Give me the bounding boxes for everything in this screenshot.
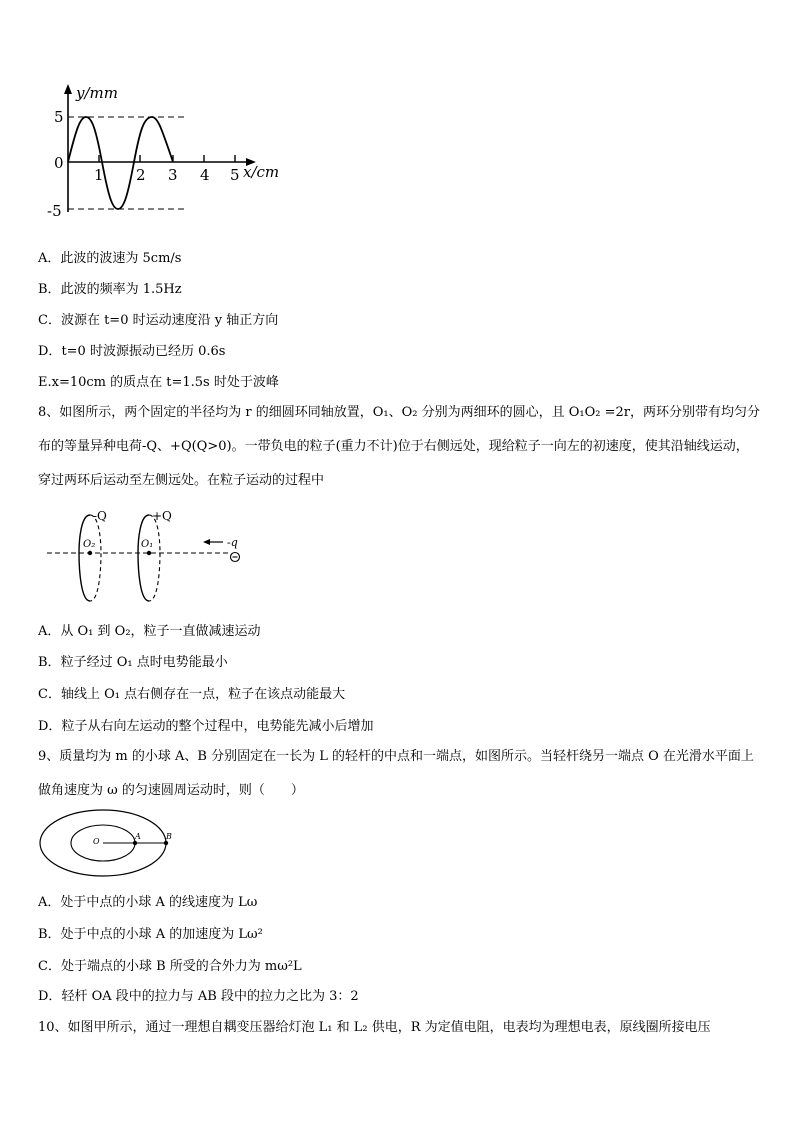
q9-option-b: B．处于中点的小球 A 的加速度为 Lω² xyxy=(38,927,263,942)
x-tick-4: 4 xyxy=(200,166,210,184)
ball-b xyxy=(164,841,168,845)
q9-option-d: D．轻杆 OA 段中的拉力与 AB 段中的拉力之比为 3：2 xyxy=(38,989,359,1004)
q8-option-b: B．粒子经过 O₁ 点时电势能最小 xyxy=(38,655,228,670)
right-ring-front xyxy=(138,515,149,601)
ball-b-label: B xyxy=(166,832,172,841)
left-ring-center-label: O₂ xyxy=(83,539,96,550)
q7-option-c: C．波源在 t=0 时运动速度沿 y 轴正方向 xyxy=(38,313,279,328)
right-ring-center-dot xyxy=(147,551,151,555)
particle-arrowhead xyxy=(203,539,210,545)
y-axis-arrow xyxy=(64,84,72,94)
left-ring-center-dot xyxy=(88,551,92,555)
q9-stem: 9、质量均为 m 的小球 A、B 分别固定在一长为 L 的轻杆的中点和一端点，如图所示。当轻杆绕另一端点 O 在光滑水平面上做角速度为 ω 的匀速圆周运动时，则（ ） xyxy=(38,749,754,798)
q8-rings-figure xyxy=(45,505,255,615)
y-tick-0: 0 xyxy=(54,154,64,172)
right-ring-center-label: O₁ xyxy=(141,539,154,550)
q8-option-c: C．轴线上 O₁ 点右侧存在一点，粒子在该点动能最大 xyxy=(38,687,346,702)
x-tick-2: 2 xyxy=(136,166,146,184)
left-ring-charge-label: -Q xyxy=(93,509,107,523)
ball-a xyxy=(133,841,137,845)
y-axis-label: y/mm xyxy=(76,84,118,102)
y-tick-5: 5 xyxy=(54,108,64,126)
x-tick-3: 3 xyxy=(168,166,178,184)
x-tick-1: 1 xyxy=(94,166,104,184)
right-ring-charge-label: +Q xyxy=(152,509,172,523)
left-ring-front xyxy=(79,515,90,601)
wave-graph xyxy=(38,82,298,222)
q7-option-d: D．t=0 时波源振动已经历 0.6s xyxy=(38,344,226,359)
q7-option-b: B．此波的频率为 1.5Hz xyxy=(38,282,182,297)
ball-a-label: A xyxy=(135,832,141,841)
left-ring-back xyxy=(90,515,101,601)
q7-option-a: A．此波的波速为 5cm/s xyxy=(38,251,182,266)
q10-stem: 10、如图甲所示，通过一理想自耦变压器给灯泡 L₁ 和 L₂ 供电，R 为定值电阻，电表均为理想电表，原线圈所接电压 xyxy=(38,1020,711,1035)
q8-stem: 8、如图所示，两个固定的半径均为 r 的细圆环同轴放置，O₁、O₂ 分别为两细环的圆心，且 O₁O₂ =2r，两环分别带有均匀分布的等量异种电荷-Q、+Q(Q>0)。一带负电的粒子(重力不计)位于右侧远处，现给粒子一向左的初速度，使其沿轴线运动，穿过两环后运动至左侧远处。在粒子运动的过程中 xyxy=(38,405,761,488)
q8-option-d: D．粒子从右向左运动的整个过程中，电势能先减小后增加 xyxy=(38,719,374,734)
q9-rotation-figure xyxy=(38,808,178,880)
particle-charge-label: -q xyxy=(227,536,238,549)
wave-curve xyxy=(68,117,173,209)
q9-option-a: A．处于中点的小球 A 的线速度为 Lω xyxy=(38,895,258,910)
q8-option-a: A．从 O₁ 到 O₂，粒子一直做减速运动 xyxy=(38,624,261,639)
q7-option-e: E.x=10cm 的质点在 t=1.5s 时处于波峰 xyxy=(38,375,279,390)
y-tick-neg5: -5 xyxy=(47,202,62,220)
right-ring-back xyxy=(149,515,160,601)
x-axis-label: x/cm xyxy=(243,163,280,181)
center-label: O xyxy=(93,837,100,846)
x-tick-5: 5 xyxy=(230,166,240,184)
q9-option-c: C．处于端点的小球 B 所受的合外力为 mω²L xyxy=(38,959,302,974)
